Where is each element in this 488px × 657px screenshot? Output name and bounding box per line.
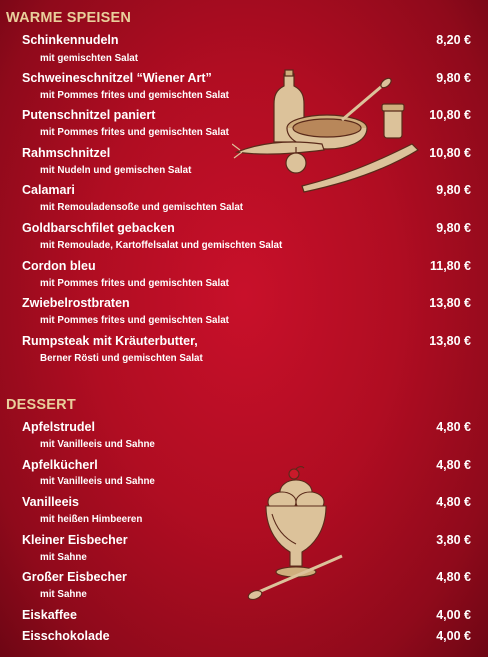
item-price: 4,80 € <box>436 570 471 584</box>
item-price: 10,80 € <box>429 108 471 122</box>
item-name: Apfelstrudel <box>22 420 95 434</box>
cooking-ingredients-illustration <box>232 68 422 198</box>
item-name: Cordon bleu <box>22 259 96 273</box>
item-description: mit Vanilleeis und Sahne <box>40 439 155 450</box>
item-name: Putenschnitzel paniert <box>22 108 156 122</box>
ice-cream-sundae-illustration <box>246 466 346 604</box>
item-name: Goldbarschfilet gebacken <box>22 221 175 235</box>
item-price: 11,80 € <box>429 259 471 273</box>
item-name: Rumpsteak mit Kräuterbutter, <box>22 334 198 348</box>
item-description: mit heißen Himbeeren <box>40 514 143 525</box>
item-price: 4,80 € <box>436 495 471 509</box>
item-price: 3,80 € <box>436 533 471 547</box>
item-description: mit Pommes frites und gemischten Salat <box>40 90 229 101</box>
section-title-warm: WARME SPEISEN <box>6 10 132 26</box>
item-price: 13,80 € <box>429 296 471 310</box>
item-price: 10,80 € <box>429 146 471 160</box>
item-description: Berner Rösti und gemischten Salat <box>40 353 203 364</box>
item-description: mit gemischten Salat <box>40 53 138 64</box>
item-price: 4,80 € <box>436 458 471 472</box>
item-description: mit Pommes frites und gemischten Salat <box>40 315 229 326</box>
item-price: 9,80 € <box>436 71 471 85</box>
item-name: Eisschokolade <box>22 629 110 643</box>
item-description: mit Nudeln und gemischen Salat <box>40 165 192 176</box>
item-name: Eiskaffee <box>22 608 77 622</box>
item-description: mit Remouladensoße und gemischten Salat <box>40 202 244 213</box>
item-price: 4,00 € <box>436 629 471 643</box>
item-description: mit Pommes frites und gemischten Salat <box>40 127 229 138</box>
item-name: Apfelkücherl <box>22 458 98 472</box>
item-name: Zwiebelrostbraten <box>22 296 130 310</box>
item-name: Großer Eisbecher <box>22 570 127 584</box>
item-name: Calamari <box>22 183 75 197</box>
item-description: mit Sahne <box>40 589 87 600</box>
item-price: 4,00 € <box>436 608 471 622</box>
item-name: Rahmschnitzel <box>22 146 111 160</box>
item-name: Schinkennudeln <box>22 33 119 47</box>
item-description: mit Pommes frites und gemischten Salat <box>40 278 229 289</box>
item-description: mit Remoulade, Kartoffelsalat und gemischten Salat <box>40 240 283 251</box>
item-price: 8,20 € <box>436 33 471 47</box>
item-name: Schweineschnitzel “Wiener Art” <box>22 71 212 85</box>
item-name: Kleiner Eisbecher <box>22 533 128 547</box>
item-price: 4,80 € <box>436 420 471 434</box>
section-title-dessert: DESSERT <box>6 397 76 413</box>
item-description: mit Vanilleeis und Sahne <box>40 476 155 487</box>
item-price: 9,80 € <box>436 221 471 235</box>
item-name: Vanilleeis <box>22 495 79 509</box>
item-price: 9,80 € <box>436 183 471 197</box>
item-description: mit Sahne <box>40 552 87 563</box>
item-price: 13,80 € <box>429 334 471 348</box>
